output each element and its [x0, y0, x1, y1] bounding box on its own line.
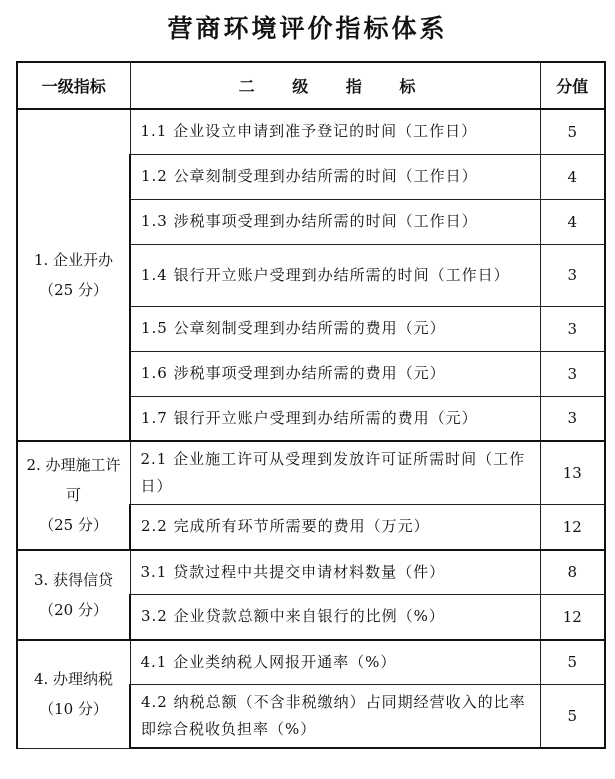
indicator-score: 12: [540, 595, 605, 640]
indicator-text: 1.6 涉税事项受理到办结所需的费用（元）: [130, 351, 540, 396]
indicator-score: 4: [540, 199, 605, 244]
indicator-score: 3: [540, 306, 605, 351]
indicator-score: 3: [540, 244, 605, 306]
header-row: [17, 62, 605, 109]
header-score: 分值: [540, 62, 605, 109]
indicator-text: 4.2 纳税总额（不含非税缴纳）占同期经营收入的比率即综合税收负担率（%）: [130, 685, 540, 749]
indicator-score: 3: [540, 396, 605, 441]
table-row: [17, 640, 605, 685]
indicator-text: 1.4 银行开立账户受理到办结所需的时间（工作日）: [130, 244, 540, 306]
indicator-text: 3.2 企业贷款总额中来自银行的比例（%）: [130, 595, 540, 640]
indicator-score: 8: [540, 550, 605, 595]
group-points: （25 分）: [39, 281, 108, 299]
indicator-score: 12: [540, 505, 605, 550]
group-name: 2. 办理施工许可: [26, 456, 121, 505]
indicator-score: 4: [540, 154, 605, 199]
indicator-table: [16, 61, 606, 749]
indicator-score: 5: [540, 685, 605, 749]
page-title: 营商环境评价指标体系: [167, 14, 448, 43]
indicator-text: 3.1 贷款过程中共提交申请材料数量（件）: [130, 550, 540, 595]
indicator-text: 1.2 公章刻制受理到办结所需的时间（工作日）: [130, 154, 540, 199]
group-cell-3: [17, 550, 130, 640]
header-level1: 一级指标: [17, 62, 130, 109]
indicator-text: 4.1 企业类纳税人网报开通率（%）: [130, 640, 540, 685]
group-name: 1. 企业开办: [33, 251, 114, 269]
indicator-score: 13: [540, 441, 605, 505]
indicator-text: 1.3 涉税事项受理到办结所需的时间（工作日）: [130, 199, 540, 244]
indicator-text: 1.7 银行开立账户受理到办结所需的费用（元）: [130, 396, 540, 441]
header-level2: 二 级 指 标: [130, 62, 540, 109]
indicator-text: 1.1 企业设立申请到准予登记的时间（工作日）: [130, 109, 540, 154]
table-row: [17, 109, 605, 154]
group-cell-1: [17, 109, 130, 441]
indicator-text: 1.5 公章刻制受理到办结所需的费用（元）: [130, 306, 540, 351]
table-row: [17, 441, 605, 505]
indicator-score: 5: [540, 640, 605, 685]
indicator-text: 2.1 企业施工许可从受理到发放许可证所需时间（工作日）: [130, 441, 540, 505]
group-points: （10 分）: [39, 700, 108, 718]
group-cell-4: [17, 640, 130, 749]
indicator-score: 5: [540, 109, 605, 154]
indicator-text: 2.2 完成所有环节所需要的费用（万元）: [130, 505, 540, 550]
table-row: [17, 550, 605, 595]
group-name: 3. 获得信贷: [33, 570, 114, 589]
group-cell-2: [17, 441, 130, 550]
group-points: （25 分）: [39, 516, 108, 535]
group-name: 4. 办理纳税: [33, 670, 114, 688]
group-points: （20 分）: [39, 600, 108, 619]
indicator-score: 3: [540, 351, 605, 396]
